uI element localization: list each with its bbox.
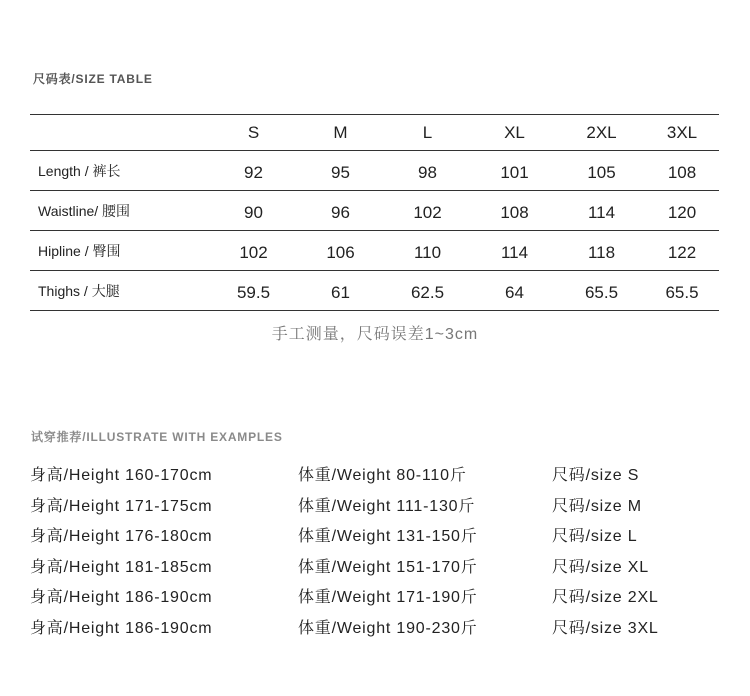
size-table-title: 尺码表/SIZE TABLE	[33, 72, 153, 86]
list-item	[30, 489, 730, 520]
table-cell: 65.5	[558, 271, 645, 311]
table-cell: 95	[297, 151, 384, 191]
table-row	[30, 191, 719, 231]
examples-title: 试穿推荐/ILLUSTRATE WITH EXAMPLES	[31, 430, 283, 444]
table-cell: 102	[210, 231, 297, 271]
height-range: 身高/Height 160-170cm	[30, 467, 213, 484]
weight-range: 体重/Weight 80-110斤	[298, 467, 467, 484]
row-label-hipline: Hipline / 臀围	[30, 231, 210, 271]
recommended-size: 尺码/size S	[552, 467, 640, 484]
header-corner	[30, 115, 210, 151]
table-cell: 101	[471, 151, 558, 191]
table-cell: 120	[645, 191, 719, 231]
table-row	[30, 231, 719, 271]
size-table	[30, 114, 719, 311]
table-cell: 62.5	[384, 271, 471, 311]
table-cell: 96	[297, 191, 384, 231]
table-cell: 110	[384, 231, 471, 271]
weight-range: 体重/Weight 111-130斤	[298, 497, 476, 515]
examples-list	[30, 458, 730, 642]
list-item	[30, 611, 730, 642]
recommended-size: 尺码/size XL	[552, 558, 649, 576]
table-cell: 114	[471, 231, 558, 271]
list-item	[30, 580, 730, 611]
table-cell: 105	[558, 151, 645, 191]
measurement-note: 手工测量，尺码误差1~3cm	[271, 326, 479, 343]
table-row	[30, 271, 719, 311]
list-item	[30, 550, 730, 581]
table-cell: 108	[645, 151, 719, 191]
table-cell: 106	[297, 231, 384, 271]
size-header-row	[30, 115, 719, 151]
size-header-cell: L	[384, 115, 471, 151]
row-label-length: Length / 裤长	[30, 151, 210, 191]
height-range: 身高/Height 171-175cm	[30, 497, 213, 515]
size-header-cell: M	[297, 115, 384, 151]
height-range: 身高/Height 186-190cm	[30, 619, 213, 637]
table-cell: 90	[210, 191, 297, 231]
recommended-size: 尺码/size 3XL	[552, 619, 659, 637]
table-cell: 59.5	[210, 271, 297, 311]
table-cell: 65.5	[645, 271, 719, 311]
size-header-cell: 3XL	[645, 115, 719, 151]
weight-range: 体重/Weight 131-150斤	[298, 528, 478, 546]
table-cell: 61	[297, 271, 384, 311]
recommended-size: 尺码/size M	[552, 497, 642, 515]
recommended-size: 尺码/size 2XL	[552, 589, 659, 607]
weight-range: 体重/Weight 151-170斤	[298, 558, 478, 576]
size-header-cell: XL	[471, 115, 558, 151]
list-item	[30, 458, 730, 489]
height-range: 身高/Height 176-180cm	[30, 528, 213, 546]
row-label-thighs: Thighs / 大腿	[30, 271, 210, 311]
weight-range: 体重/Weight 190-230斤	[298, 619, 478, 637]
recommended-size: 尺码/size L	[552, 528, 638, 546]
table-cell: 122	[645, 231, 719, 271]
size-header-cell: 2XL	[558, 115, 645, 151]
row-label-waistline: Waistline/ 腰围	[30, 191, 210, 231]
weight-range: 体重/Weight 171-190斤	[298, 589, 478, 607]
size-header-cell: S	[210, 115, 297, 151]
height-range: 身高/Height 181-185cm	[30, 558, 213, 576]
table-cell: 118	[558, 231, 645, 271]
table-cell: 98	[384, 151, 471, 191]
height-range: 身高/Height 186-190cm	[30, 589, 213, 607]
table-cell: 108	[471, 191, 558, 231]
table-cell: 64	[471, 271, 558, 311]
table-cell: 114	[558, 191, 645, 231]
table-cell: 102	[384, 191, 471, 231]
list-item	[30, 519, 730, 550]
table-cell: 92	[210, 151, 297, 191]
table-row	[30, 151, 719, 191]
